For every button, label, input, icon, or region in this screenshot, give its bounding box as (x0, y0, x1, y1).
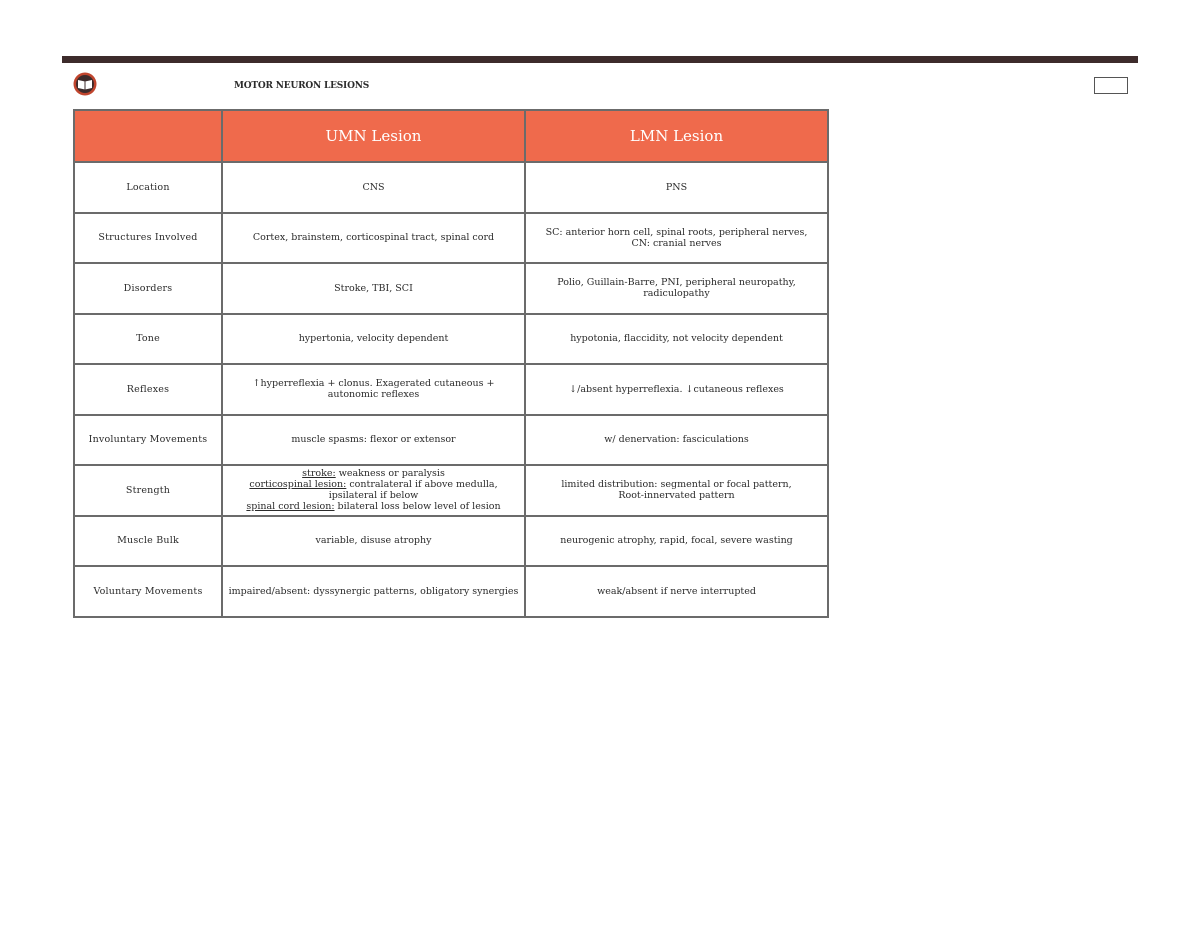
table-row (74, 314, 828, 365)
umn-line-text: bilateral loss below level of lesion (334, 501, 501, 513)
lmn-cell: ↓/absent hyperreflexia. ↓cutaneous reflexes (525, 364, 828, 415)
row-label: Disorders (74, 263, 222, 314)
umn-line (227, 501, 520, 512)
header-cell-lmn: LMN Lesion (525, 110, 828, 162)
lesion-comparison-table (73, 109, 829, 618)
table-header-row (74, 110, 828, 162)
row-label: Reflexes (74, 364, 222, 415)
umn-line-term: stroke: (302, 468, 336, 480)
table-row (74, 516, 828, 567)
umn-cell: muscle spasms: flexor or extensor (222, 415, 525, 466)
document-title: MOTOR NEURON LESIONS (234, 81, 370, 91)
umn-line-text: weakness or paralysis (335, 468, 445, 480)
header-rule (62, 56, 1138, 63)
table-row (74, 213, 828, 264)
umn-cell (222, 465, 525, 516)
book-icon (73, 72, 97, 96)
lmn-cell: weak/absent if nerve interrupted (525, 566, 828, 617)
table-row (74, 263, 828, 314)
lmn-line: limited distribution: segmental or focal pattern, (561, 479, 792, 491)
umn-line-term: corticospinal lesion: (249, 479, 347, 491)
row-label: Structures Involved (74, 213, 222, 264)
umn-cell: variable, disuse atrophy (222, 516, 525, 567)
lmn-cell (525, 465, 828, 516)
page-number-box (1094, 77, 1128, 94)
umn-line-text: contralateral if above medulla, ipsilateral if below (328, 479, 498, 502)
row-label: Strength (74, 465, 222, 516)
table-row (74, 364, 828, 415)
umn-cell: impaired/absent: dyssynergic patterns, obligatory synergies (222, 566, 525, 617)
row-label: Involuntary Movements (74, 415, 222, 466)
row-label: Location (74, 162, 222, 213)
umn-line-term: spinal cord lesion: (246, 501, 335, 513)
header-cell-empty (74, 110, 222, 162)
lmn-cell (525, 213, 828, 264)
lmn-cell: w/ denervation: fasciculations (525, 415, 828, 466)
lmn-line: CN: cranial nerves (631, 237, 722, 249)
umn-cell: Cortex, brainstem, corticospinal tract, spinal cord (222, 213, 525, 264)
lmn-cell: hypotonia, flaccidity, not velocity dependent (525, 314, 828, 365)
table-row (74, 566, 828, 617)
row-label: Muscle Bulk (74, 516, 222, 567)
table-row (74, 162, 828, 213)
table-row (74, 415, 828, 466)
umn-cell: hypertonia, velocity dependent (222, 314, 525, 365)
umn-line (227, 468, 520, 479)
umn-cell: ↑hyperreflexia + clonus. Exagerated cutaneous + autonomic reflexes (222, 364, 525, 415)
umn-cell: Stroke, TBI, SCI (222, 263, 525, 314)
umn-cell: CNS (222, 162, 525, 213)
umn-line (227, 479, 520, 501)
row-label: Tone (74, 314, 222, 365)
lmn-cell: PNS (525, 162, 828, 213)
lmn-line: SC: anterior horn cell, spinal roots, peripheral nerves, (545, 226, 808, 238)
lmn-line: Root-innervated pattern (618, 490, 735, 502)
row-label: Voluntary Movements (74, 566, 222, 617)
header-cell-umn: UMN Lesion (222, 110, 525, 162)
table-row (74, 465, 828, 516)
lmn-cell: neurogenic atrophy, rapid, focal, severe wasting (525, 516, 828, 567)
lmn-cell: Polio, Guillain-Barre, PNI, peripheral neuropathy, radiculopathy (525, 263, 828, 314)
